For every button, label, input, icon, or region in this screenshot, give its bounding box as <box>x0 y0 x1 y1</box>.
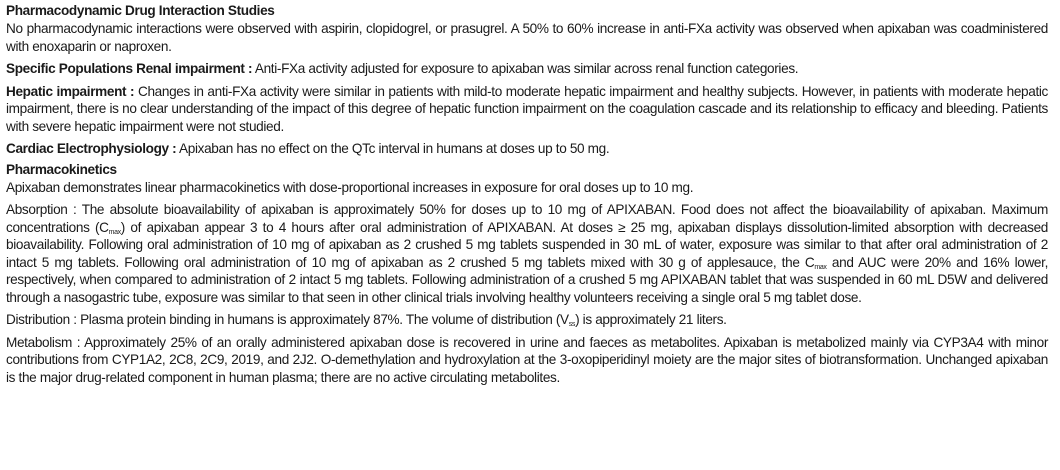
renal-impairment-paragraph <box>6 60 1048 78</box>
hepatic-impairment-paragraph <box>6 83 1048 136</box>
cardiac-electrophysiology-label: Cardiac Electrophysiology : <box>6 141 177 156</box>
cmax-subscript: max <box>814 263 827 271</box>
pharmacokinetics-intro: Apixaban demonstrates linear pharmacokinetics with dose-proportional increases in exposure for oral doses up to 10 mg. <box>6 179 694 195</box>
hepatic-impairment-label: Hepatic impairment : <box>6 83 135 99</box>
cmax-subscript: max <box>108 228 121 236</box>
distribution-text-2: ) is approximately 21 liters. <box>575 312 727 327</box>
absorption-text-1: Absorption : The absolute bioavailability of apixaban is approximately 50% for doses up to 10 mg of APIXABAN. Food does not affect the bioavailability of apixaban. Maximum concentrations (C <box>6 202 1048 235</box>
pharmacodynamic-interaction-heading: Pharmacodynamic Drug Interaction Studies <box>6 3 275 18</box>
renal-impairment-label: Specific Populations Renal impairment : <box>6 61 253 76</box>
renal-impairment-text: Anti-FXa activity adjusted for exposure to apixaban was similar across renal function categories. <box>252 61 799 76</box>
absorption-paragraph <box>6 201 1048 306</box>
vss-subscript: ss <box>568 321 576 328</box>
metabolism-paragraph: Metabolism : Approximately 25% of an orally administered apixaban dose is recovered in urine and faeces as metabolites. Apixaban is metabolized mainly via CYP3A4 with minor contributions from CYP1A2, 2C8, 2C9, 2019, and 2J2. O-demethylation and hydroxylation at the 3-oxopiperidinyl moiety are the major sites of biotransformation. Unchanged apixaban is the major drug-related component in human plasma; there are no active circulating metabolites. <box>6 334 1048 385</box>
cardiac-electrophysiology-paragraph <box>6 140 1048 158</box>
distribution-text-1: Distribution : Plasma protein binding in humans is approximately 87%. The volume of distribution (V <box>6 312 569 327</box>
hepatic-impairment-text: Changes in anti-FXa activity were similar in patients with mild-to moderate hepatic impairment and healthy subjects. However, in patients with moderate hepatic impairment, there is no clear understanding of the impact of this degree of hepatic function impairment on the coagulation cascade and its relationship to efficacy and bleeding. Patients with severe hepatic impairment were not studied. <box>6 83 1048 134</box>
distribution-paragraph <box>6 311 1048 329</box>
pharmacodynamic-interaction-text: No pharmacodynamic interactions were observed with aspirin, clopidogrel, or prasugrel. A 50% to 60% increase in anti-FXa activity was observed when apixaban was coadministered with enoxaparin or naproxen. <box>6 21 1048 54</box>
absorption-text-3: and AUC were 20% and 16% lower, respectively, when compared to administration of 2 intact 5 mg tablets. Following administration of a crushed 5 mg APIXABAN tablet that was suspended in 60 mL D5W and delivered through a nasogastric tube, exposure was similar to that seen in other clinical trials involving healthy volunteers receiving a single oral 5 mg tablet dose. <box>6 254 1048 305</box>
cardiac-electrophysiology-text: Apixaban has no effect on the QTc interval in humans at doses up to 50 mg. <box>176 141 610 156</box>
pharmacokinetics-heading: Pharmacokinetics <box>6 161 117 177</box>
absorption-text-2: ) of apixaban appear 3 to 4 hours after oral administration of APIXABAN. At doses ≥ 25 mg, apixaban displays dissolution-limited absorption with decreased bioavailability. Following oral administration of 10 mg of apixaban as 2 crushed 5 mg tablets suspended in 30 mL of water, exposure was similar to that after oral administration of 2 intact 5 mg tablets. Following oral administration of 10 mg of apixaban as 2 crushed 5 mg tablets mixed with 30 g of applesauce, the C <box>6 219 1048 270</box>
